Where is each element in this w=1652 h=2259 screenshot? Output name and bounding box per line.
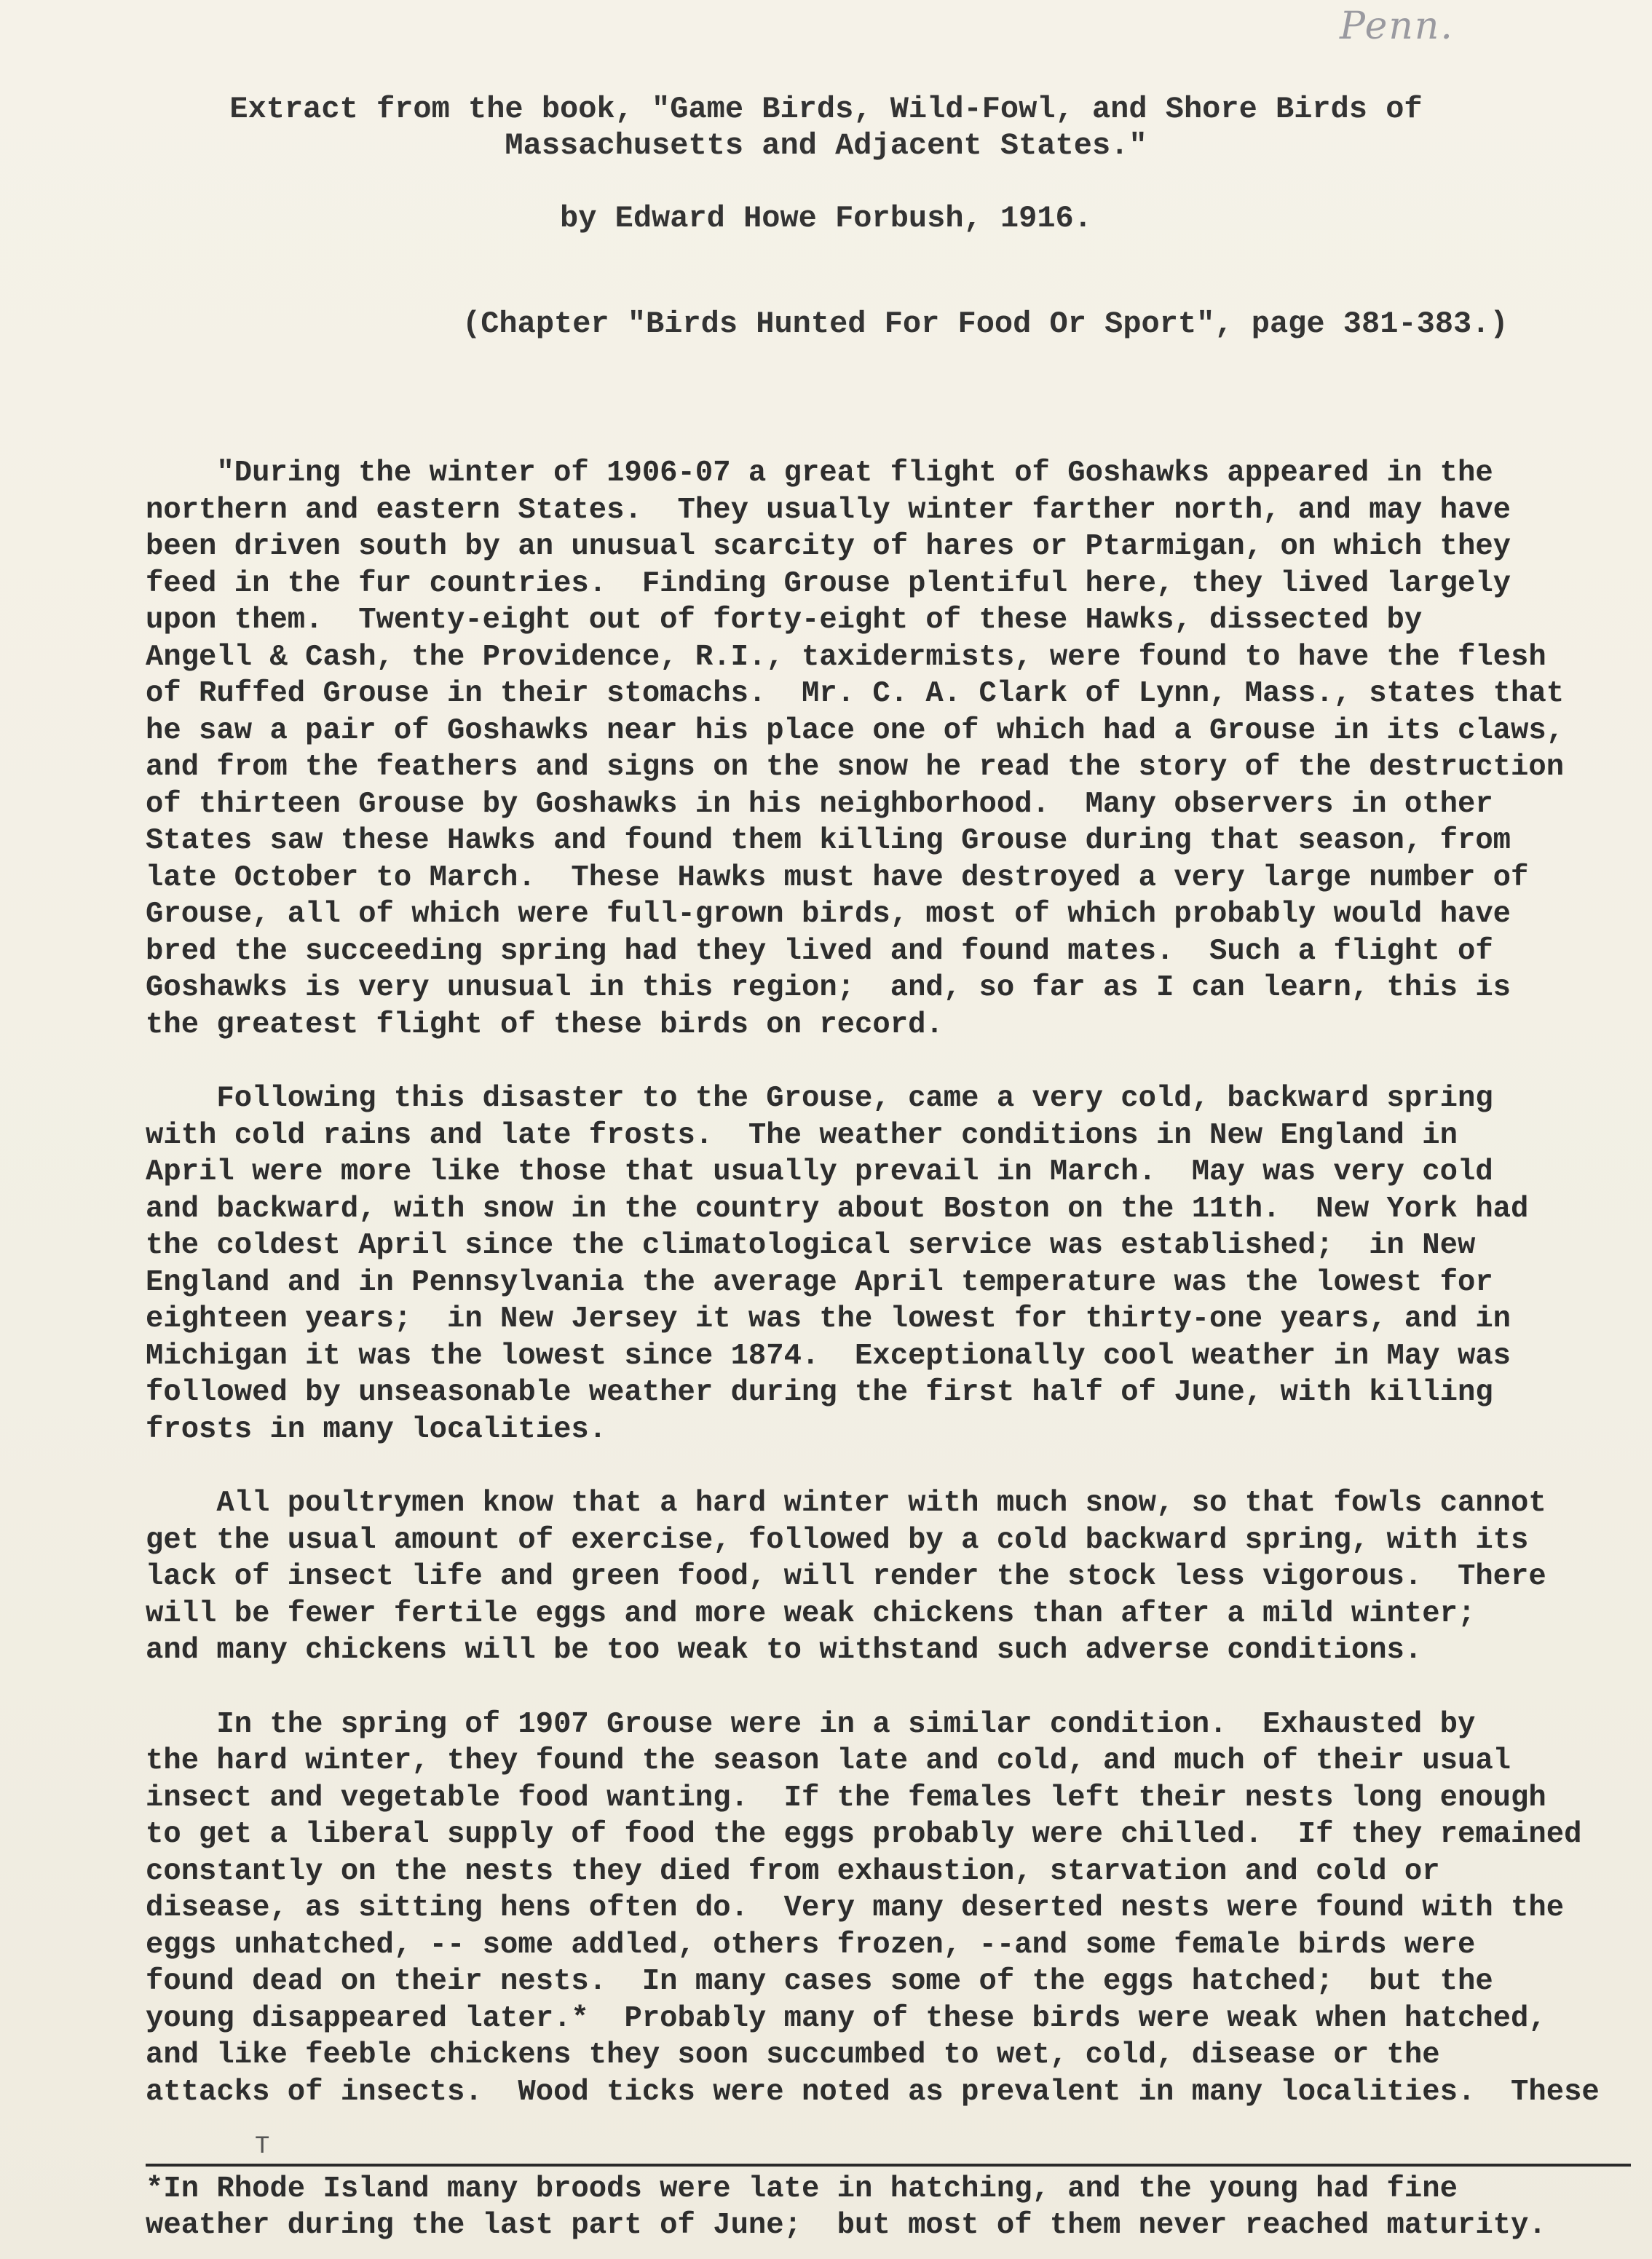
text-line: disease, as sitting hens often do. Very many deserted nests were found with the <box>146 1891 1565 1925</box>
paragraph-gap <box>146 1448 1631 1485</box>
paragraph-gap <box>146 1043 1631 1080</box>
paragraph-gap <box>146 1669 1631 1706</box>
paragraph-goshawks <box>146 455 1631 1043</box>
text-line: with cold rains and late frosts. The weather conditions in New England in <box>146 1118 1458 1152</box>
text-line: of thirteen Grouse by Goshawks in his neighborhood. Many observers in other <box>146 787 1493 821</box>
footnote-line: *In Rhode Island many broods were late in hatching, and the young had fine <box>146 2172 1458 2206</box>
text-line: the coldest April since the climatological service was established; in New <box>146 1229 1476 1262</box>
text-line: lack of insect life and green food, will render the stock less vigorous. There <box>146 1560 1546 1594</box>
text-line: get the usual amount of exercise, followed by a cold backward spring, with its <box>146 1523 1529 1557</box>
text-line: bred the succeeding spring had they lived and found mates. Such a flight of <box>146 934 1493 968</box>
text-line: will be fewer fertile eggs and more weak chickens than after a mild winter; <box>146 1597 1476 1631</box>
text-line: attacks of insects. Wood ticks were noted as prevalent in many localities. These <box>146 2075 1600 2109</box>
text-line: followed by unseasonable weather during the first half of June, with killing <box>146 1376 1493 1409</box>
text-line: and backward, with snow in the country about Boston on the 11th. New York had <box>146 1192 1529 1226</box>
text-line: eggs unhatched, -- some addled, others frozen, --and some female birds were <box>146 1928 1476 1962</box>
text-line: England and in Pennsylvania the average April temperature was the lowest for <box>146 1265 1493 1299</box>
title-line-2: Massachusetts and Adjacent States." <box>505 128 1147 163</box>
text-line: In the spring of 1907 Grouse were in a similar condition. Exhausted by <box>146 1707 1476 1741</box>
text-line: eighteen years; in New Jersey it was the lowest for thirty-one years, and in <box>146 1302 1511 1336</box>
text-line: he saw a pair of Goshawks near his place one of which had a Grouse in its claws, <box>146 713 1565 748</box>
text-line: States saw these Hawks and found them killing Grouse during that season, from <box>146 824 1511 858</box>
text-line: constantly on the nests they died from exhaustion, starvation and cold or <box>146 1854 1440 1888</box>
text-line: the greatest flight of these birds on record. <box>146 1008 944 1042</box>
paragraph-poultrymen <box>146 1485 1631 1669</box>
text-line: "During the winter of 1906-07 a great flight of Goshawks appeared in the <box>146 456 1493 490</box>
text-line: All poultrymen know that a hard winter with much snow, so that fowls cannot <box>146 1487 1546 1520</box>
text-line: Angell & Cash, the Providence, R.I., taxidermists, were found to have the flesh <box>146 640 1546 674</box>
text-line: northern and eastern States. They usually winter farther north, and may have <box>146 493 1511 527</box>
text-line: young disappeared later.* Probably many of these birds were weak when hatched, <box>146 2001 1546 2036</box>
text-line: and from the feathers and signs on the snow he read the story of the destruction <box>146 751 1565 784</box>
text-line: found dead on their nests. In many cases some of the eggs hatched; but the <box>146 1965 1493 1998</box>
text-line: to get a liberal supply of food the eggs probably were chilled. If they remained <box>146 1818 1582 1851</box>
text-line: Goshawks is very unusual in this region; and, so far as I can learn, this is <box>146 971 1511 1005</box>
text-line: been driven south by an unusual scarcity of hares or Ptarmigan, on which they <box>146 530 1511 563</box>
title-line-1: Extract from the book, "Game Birds, Wild-Fowl, and Shore Birds of <box>229 92 1423 127</box>
text-line: of Ruffed Grouse in their stomachs. Mr. C. A. Clark of Lynn, Mass., states that <box>146 677 1565 711</box>
text-line: frosts in many localities. <box>146 1412 607 1447</box>
author-line: by Edward Howe Forbush, 1916. <box>560 201 1092 236</box>
text-line: late October to March. These Hawks must have destroyed a very large number of <box>146 861 1529 895</box>
margin-mark: T <box>255 2133 270 2161</box>
footnote-divider <box>146 2164 1631 2167</box>
text-line: Grouse, all of which were full-grown birds, most of which probably would have <box>146 898 1511 931</box>
footnote-line: weather during the last part of June; but most of them never reached maturity. <box>146 2209 1546 2242</box>
paragraph-spring-1907 <box>146 1706 1631 2111</box>
text-line: Michigan it was the lowest since 1874. Exceptionally cool weather in May was <box>146 1339 1511 1373</box>
text-line: and many chickens will be too weak to withstand such adverse conditions. <box>146 1634 1423 1667</box>
text-line: and like feeble chickens they soon succumbed to wet, cold, disease or the <box>146 2038 1440 2072</box>
text-line: Following this disaster to the Grouse, came a very cold, backward spring <box>146 1082 1493 1115</box>
text-line: upon them. Twenty-eight out of forty-eight of these Hawks, dissected by <box>146 604 1423 637</box>
text-line: insect and vegetable food wanting. If the females left their nests long enough <box>146 1781 1546 1815</box>
text-line: feed in the fur countries. Finding Grouse plentiful here, they lived largely <box>146 566 1511 601</box>
paragraph-cold-spring <box>146 1080 1631 1448</box>
body-text <box>146 455 1631 2110</box>
text-line: the hard winter, they found the season late and cold, and much of their usual <box>146 1744 1511 1778</box>
footnote <box>146 2171 1631 2244</box>
handwritten-annotation: Penn. <box>1340 4 1454 48</box>
text-line: April were more like those that usually prevail in March. May was very cold <box>146 1155 1493 1189</box>
chapter-reference: (Chapter "Birds Hunted For Food Or Sport", page 381-383.) <box>462 306 1509 341</box>
